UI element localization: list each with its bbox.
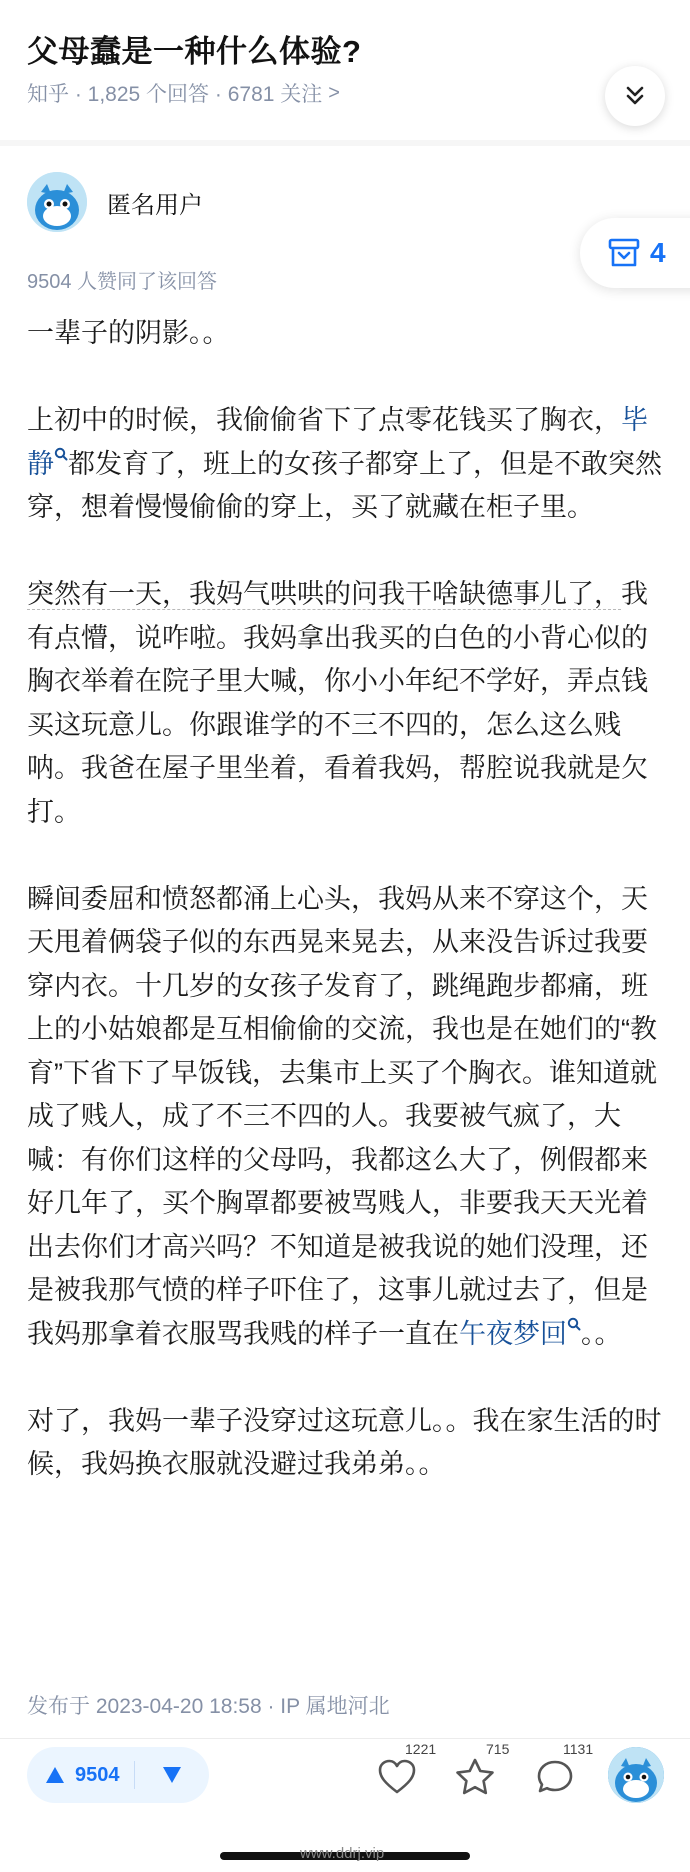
question-meta[interactable]	[27, 78, 340, 108]
collect-count: 4	[650, 237, 666, 268]
search-icon[interactable]	[54, 447, 68, 461]
like-button[interactable]	[372, 1752, 422, 1802]
question-header	[0, 0, 690, 140]
keyword-link[interactable]: 毕静	[27, 405, 648, 479]
publish-info: 发布于 2023-04-20 18:58 · IP 属地河北	[27, 1695, 390, 1718]
vote-info: 9504 人赞同了该回答	[27, 271, 218, 293]
vote-up-button[interactable]	[27, 1747, 120, 1803]
comment-button[interactable]	[530, 1752, 580, 1802]
paragraph-text: 。。	[581, 1318, 622, 1349]
comment-count: 1131	[563, 1741, 594, 1757]
collapse-button[interactable]	[605, 66, 665, 126]
avatar[interactable]	[27, 172, 87, 232]
vote-pill	[27, 1747, 209, 1803]
keyword-link[interactable]: 午夜梦回	[459, 1318, 567, 1349]
vote-count: 9504	[75, 1763, 120, 1786]
paragraph-text: 都发育了，班上的女孩子都穿上了，但是不敢突然穿，想着慢慢偷偷的穿上，买了就藏在柜子里。	[27, 448, 662, 522]
comment-icon	[535, 1758, 575, 1796]
watermark: www.ddrj.vip	[300, 1845, 385, 1862]
star-icon	[454, 1757, 496, 1797]
author-row[interactable]	[27, 172, 203, 232]
paragraph	[27, 399, 667, 530]
collect-box-icon	[608, 238, 640, 268]
favorite-count: 715	[486, 1741, 510, 1757]
paragraph-text: 突然有一天，我妈气哄哄的问我干啥缺德事儿了，	[27, 579, 621, 609]
paragraph	[27, 573, 667, 834]
paragraph-text: 上初中的时候，我偷偷省下了点零花钱买了胸衣，	[27, 405, 621, 435]
paragraph	[27, 312, 667, 356]
question-title[interactable]: 父母蠢是一种什么体验?	[27, 34, 362, 69]
paragraph	[27, 878, 667, 1357]
author-name[interactable]: 匿名用户	[107, 191, 203, 219]
paragraph-text: 瞬间委屈和愤怒都涌上心头，我妈从来不穿这个，天天甩着俩袋子似的东西晃来晃去，从来没告诉过我要穿内衣。十几岁的女孩子发育了，跳绳跑步都痛，班上的小姑娘都是互相偷偷的交流，我也是在她们的“教育”下省下了早饭钱，去集市上买了个胸衣。谁知道就成了贱人，成了不三不四的人。我要被气疯了，大喊：有你们这样的父母吗，我都这么大了，例假都来好几年了，买个胸罩都要被骂贱人，非要我天天光着出去你们才高兴吗？不知道是被我说的她们没理，还是被我那气愤的样子吓住了，这事儿就过去了，但是我妈那拿着衣服骂我贱的样子一直在	[27, 883, 657, 1349]
heart-icon	[377, 1758, 417, 1796]
like-count: 1221	[405, 1741, 437, 1757]
paragraph-text: 一辈子的阴影。。	[27, 318, 230, 348]
avatar[interactable]	[608, 1747, 664, 1803]
paragraph	[27, 1400, 667, 1487]
paragraph-text: 我有点懵，说咋啦。我妈拿出我买的白色的小背心似的胸衣举着在院子里大喊，你小小年纪不学好，弄点钱买这玩意儿。你跟谁学的不三不四的，怎么这么贱呐。我爸在屋子里坐着，看着我妈，帮腔说我就是欠打。	[27, 579, 648, 827]
answer-content	[27, 312, 667, 1530]
section-divider	[0, 140, 690, 146]
vote-down-button[interactable]	[135, 1747, 210, 1803]
chevron-right-icon: >	[328, 81, 340, 104]
vote-up-icon	[45, 1766, 65, 1784]
favorite-button[interactable]	[450, 1752, 500, 1802]
paragraph-text: 对了，我妈一辈子没穿过这玩意儿。。我在家生活的时候，我妈换衣服就没避过我弟弟。。	[27, 1405, 662, 1479]
collect-pill[interactable]	[580, 218, 690, 288]
chevron-double-down-icon	[622, 83, 648, 109]
search-icon[interactable]	[567, 1317, 581, 1331]
vote-down-icon	[162, 1766, 182, 1784]
question-meta-text: 知乎 · 1,825 个回答 · 6781 关注	[27, 83, 323, 106]
